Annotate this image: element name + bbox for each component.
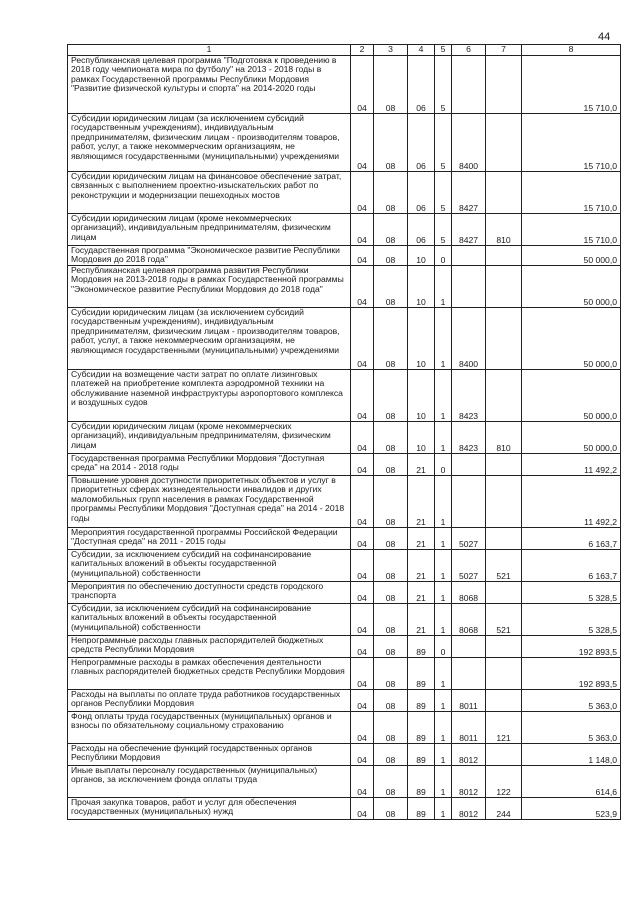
code-subprogram: 1: [435, 370, 452, 422]
code-target: 5027: [452, 550, 486, 582]
code-subsection: 08: [374, 454, 408, 476]
code-subsection: 08: [374, 636, 408, 658]
code-target: [452, 266, 486, 308]
row-description: Субсидии, за исключением субсидий на софинансирование капитальных вложений в объекты государственной (муниципальной) собственности: [68, 550, 351, 582]
code-target: [452, 658, 486, 690]
row-amount: 50 000,0: [522, 308, 621, 370]
code-section: 04: [351, 690, 374, 712]
code-subprogram: 1: [435, 422, 452, 454]
code-expense-type: 521: [486, 604, 522, 636]
row-amount: 15 710,0: [522, 214, 621, 246]
table-row: [68, 528, 621, 550]
code-section: 04: [351, 766, 374, 798]
row-description: Повышение уровня доступности приоритетных объектов и услуг в приоритетных сферах жизнедеятельности инвалидов и других маломобильных групп населения в рамках Государственной программы Республики Мордовия "Доступная среда" на 2014 - 2018 годы: [68, 476, 351, 528]
code-expense-type: 810: [486, 214, 522, 246]
row-description: Республиканская целевая программа развития Республики Мордовия на 2013-2018 годы в рамках Государственной программы "Экономическое развитие Республики Мордовия до 2018 года": [68, 266, 351, 308]
row-amount: 1 148,0: [522, 744, 621, 766]
row-amount: 6 163,7: [522, 550, 621, 582]
code-subprogram: 1: [435, 658, 452, 690]
table-row: [68, 582, 621, 604]
row-description: Непрограммные расходы главных распорядителей бюджетных средств Республики Мордовия: [68, 636, 351, 658]
header-cell: 6: [452, 45, 486, 56]
code-subprogram: 0: [435, 454, 452, 476]
header-cell: 1: [68, 45, 351, 56]
code-section: 04: [351, 422, 374, 454]
code-expense-type: [486, 582, 522, 604]
code-section: 04: [351, 528, 374, 550]
row-amount: 523,9: [522, 798, 621, 820]
row-description: Субсидии юридическим лицам (за исключением субсидий государственным учреждениям), индивидуальным предпринимателям, физическим лицам - производителям товаров, работ, услуг, а также некоммерческим организациям, не являющимся государственными (муниципальными) учреждениями: [68, 308, 351, 370]
code-section: 04: [351, 454, 374, 476]
table-row: [68, 422, 621, 454]
code-subsection: 08: [374, 658, 408, 690]
code-program: 89: [408, 798, 435, 820]
row-description: Субсидии на возмещение части затрат по оплате лизинговых платежей на приобретение комплекта аэродромной техники на обслуживание наземной инфраструктуры аэропортового комплекса и воздушных судов: [68, 370, 351, 422]
row-description: Государственная программа "Экономическое развитие Республики Мордовия до 2018 года": [68, 246, 351, 266]
code-target: 8400: [452, 114, 486, 172]
code-subprogram: 1: [435, 690, 452, 712]
row-amount: 614,6: [522, 766, 621, 798]
budget-table: [67, 44, 621, 820]
code-section: 04: [351, 712, 374, 744]
row-description: Иные выплаты персоналу государственных (муниципальных) органов, за исключением фонда оплаты труда: [68, 766, 351, 798]
code-subprogram: 0: [435, 636, 452, 658]
code-expense-type: [486, 476, 522, 528]
code-section: 04: [351, 798, 374, 820]
row-amount: 5 328,5: [522, 604, 621, 636]
code-target: 8427: [452, 214, 486, 246]
header-cell: 5: [435, 45, 452, 56]
table-row: [68, 798, 621, 820]
code-program: 06: [408, 56, 435, 114]
code-program: 10: [408, 370, 435, 422]
code-target: 8012: [452, 744, 486, 766]
table-row: [68, 744, 621, 766]
code-expense-type: [486, 246, 522, 266]
code-program: 89: [408, 712, 435, 744]
code-expense-type: [486, 690, 522, 712]
row-description: Непрограммные расходы в рамках обеспечения деятельности главных распорядителей бюджетных средств Республики Мордовия: [68, 658, 351, 690]
table-row: [68, 454, 621, 476]
code-target: 8011: [452, 690, 486, 712]
code-target: 5027: [452, 528, 486, 550]
code-program: 21: [408, 476, 435, 528]
row-amount: 5 328,5: [522, 582, 621, 604]
row-description: Расходы на выплаты по оплате труда работников государственных органов Республики Мордовия: [68, 690, 351, 712]
code-section: 04: [351, 636, 374, 658]
code-subsection: 08: [374, 476, 408, 528]
row-description: Субсидии юридическим лицам на финансовое обеспечение затрат, связанных с выполнением проектно-изыскательских работ по реконструкции и модернизации пешеходных мостов: [68, 172, 351, 214]
row-description: Государственная программа Республики Мордовия "Доступная среда" на 2014 - 2018 годы: [68, 454, 351, 476]
table-body: [68, 45, 621, 820]
code-subprogram: 5: [435, 114, 452, 172]
table-row: [68, 766, 621, 798]
code-subprogram: 5: [435, 172, 452, 214]
code-subsection: 08: [374, 528, 408, 550]
code-section: 04: [351, 266, 374, 308]
code-expense-type: [486, 266, 522, 308]
row-description: Субсидии, за исключением субсидий на софинансирование капитальных вложений в объекты государственной (муниципальной) собственности: [68, 604, 351, 636]
code-section: 04: [351, 246, 374, 266]
code-target: [452, 454, 486, 476]
code-program: 89: [408, 636, 435, 658]
code-subprogram: 5: [435, 56, 452, 114]
code-expense-type: [486, 454, 522, 476]
code-program: 10: [408, 422, 435, 454]
row-amount: 50 000,0: [522, 370, 621, 422]
code-target: 8068: [452, 582, 486, 604]
code-program: 10: [408, 266, 435, 308]
code-subsection: 08: [374, 172, 408, 214]
code-section: 04: [351, 214, 374, 246]
code-subsection: 08: [374, 56, 408, 114]
header-cell: 8: [522, 45, 621, 56]
code-program: 89: [408, 744, 435, 766]
row-description: Мероприятия государственной программы Российской Федерации "Доступная среда" на 2011 - 2015 годы: [68, 528, 351, 550]
row-amount: 50 000,0: [522, 422, 621, 454]
code-target: 8011: [452, 712, 486, 744]
code-subprogram: 1: [435, 308, 452, 370]
code-program: 06: [408, 172, 435, 214]
header-cell: 3: [374, 45, 408, 56]
code-expense-type: 122: [486, 766, 522, 798]
code-expense-type: [486, 114, 522, 172]
code-program: 21: [408, 454, 435, 476]
row-amount: 50 000,0: [522, 266, 621, 308]
code-section: 04: [351, 550, 374, 582]
code-expense-type: [486, 636, 522, 658]
table-header-row: [68, 45, 621, 56]
code-subsection: 08: [374, 246, 408, 266]
code-expense-type: [486, 172, 522, 214]
code-section: 04: [351, 476, 374, 528]
row-amount: 15 710,0: [522, 114, 621, 172]
table-row: [68, 370, 621, 422]
code-program: 21: [408, 582, 435, 604]
code-subprogram: 1: [435, 476, 452, 528]
page-number: 44: [598, 31, 611, 43]
code-section: 04: [351, 744, 374, 766]
code-expense-type: [486, 528, 522, 550]
code-subsection: 08: [374, 604, 408, 636]
row-amount: 15 710,0: [522, 56, 621, 114]
header-cell: 4: [408, 45, 435, 56]
code-subprogram: 1: [435, 582, 452, 604]
code-expense-type: [486, 744, 522, 766]
table-row: [68, 56, 621, 114]
code-subprogram: 1: [435, 550, 452, 582]
code-expense-type: 810: [486, 422, 522, 454]
code-target: 8068: [452, 604, 486, 636]
code-target: 8423: [452, 422, 486, 454]
code-program: 21: [408, 550, 435, 582]
code-subprogram: 5: [435, 214, 452, 246]
code-subprogram: 1: [435, 712, 452, 744]
code-target: [452, 56, 486, 114]
code-program: 10: [408, 308, 435, 370]
code-program: 21: [408, 528, 435, 550]
code-subprogram: 1: [435, 604, 452, 636]
code-expense-type: [486, 56, 522, 114]
code-subsection: 08: [374, 798, 408, 820]
row-amount: 5 363,0: [522, 690, 621, 712]
row-description: Фонд оплаты труда государственных (муниципальных) органов и взносы по обязательному социальному страхованию: [68, 712, 351, 744]
code-expense-type: [486, 370, 522, 422]
row-amount: 6 163,7: [522, 528, 621, 550]
code-subsection: 08: [374, 712, 408, 744]
code-subprogram: 1: [435, 528, 452, 550]
row-amount: 192 893,5: [522, 658, 621, 690]
code-section: 04: [351, 370, 374, 422]
table-row: [68, 712, 621, 744]
code-expense-type: [486, 308, 522, 370]
code-subprogram: 1: [435, 266, 452, 308]
row-amount: 11 492,2: [522, 476, 621, 528]
code-section: 04: [351, 604, 374, 636]
code-expense-type: 244: [486, 798, 522, 820]
row-amount: 5 363,0: [522, 712, 621, 744]
code-expense-type: [486, 658, 522, 690]
header-cell: 7: [486, 45, 522, 56]
row-description: Субсидии юридическим лицам (кроме некоммерческих организаций), индивидуальным предпринимателям, физическим лицам: [68, 422, 351, 454]
header-cell: 2: [351, 45, 374, 56]
table-row: [68, 636, 621, 658]
row-amount: 15 710,0: [522, 172, 621, 214]
code-section: 04: [351, 308, 374, 370]
table-row: [68, 604, 621, 636]
code-program: 89: [408, 766, 435, 798]
code-subprogram: 1: [435, 798, 452, 820]
code-program: 89: [408, 690, 435, 712]
code-subsection: 08: [374, 690, 408, 712]
table-row: [68, 658, 621, 690]
row-amount: 11 492,2: [522, 454, 621, 476]
row-description: Субсидии юридическим лицам (за исключением субсидий государственным учреждениям), индивидуальным предпринимателям, физическим лицам - производителям товаров, работ, услуг, а также некоммерческим организациям, не являющимся государственными (муниципальными) учреждениями: [68, 114, 351, 172]
table-row: [68, 114, 621, 172]
code-subsection: 08: [374, 744, 408, 766]
table-row: [68, 246, 621, 266]
code-target: 8012: [452, 766, 486, 798]
code-subprogram: 1: [435, 744, 452, 766]
table-row: [68, 214, 621, 246]
code-section: 04: [351, 172, 374, 214]
table-row: [68, 690, 621, 712]
code-subsection: 08: [374, 266, 408, 308]
code-section: 04: [351, 658, 374, 690]
code-section: 04: [351, 56, 374, 114]
code-subsection: 08: [374, 308, 408, 370]
code-target: 8400: [452, 308, 486, 370]
code-expense-type: 521: [486, 550, 522, 582]
code-target: 8427: [452, 172, 486, 214]
code-expense-type: 121: [486, 712, 522, 744]
code-subsection: 08: [374, 214, 408, 246]
table-row: [68, 308, 621, 370]
code-subprogram: 1: [435, 766, 452, 798]
row-description: Мероприятия по обеспечению доступности средств городского транспорта: [68, 582, 351, 604]
row-description: Республиканская целевая программа "Подготовка к проведению в 2018 году чемпионата мира по футболу" на 2013 - 2018 годы в рамках Государственной программы Республики Мордовия "Развитие физической культуры и спорта" на 2014-2020 годы: [68, 56, 351, 114]
code-target: 8423: [452, 370, 486, 422]
code-program: 06: [408, 114, 435, 172]
code-subsection: 08: [374, 582, 408, 604]
table-row: [68, 172, 621, 214]
row-amount: 50 000,0: [522, 246, 621, 266]
code-section: 04: [351, 114, 374, 172]
row-description: Расходы на обеспечение функций государственных органов Республики Мордовия: [68, 744, 351, 766]
code-subsection: 08: [374, 422, 408, 454]
code-section: 04: [351, 582, 374, 604]
code-program: 10: [408, 246, 435, 266]
code-target: [452, 246, 486, 266]
code-program: 06: [408, 214, 435, 246]
code-subsection: 08: [374, 114, 408, 172]
code-subprogram: 0: [435, 246, 452, 266]
code-target: [452, 636, 486, 658]
row-description: Субсидии юридическим лицам (кроме некоммерческих организаций), индивидуальным предпринимателям, физическим лицам: [68, 214, 351, 246]
code-target: 8012: [452, 798, 486, 820]
table-row: [68, 266, 621, 308]
table-row: [68, 476, 621, 528]
row-description: Прочая закупка товаров, работ и услуг для обеспечения государственных (муниципальных) нужд: [68, 798, 351, 820]
table-row: [68, 550, 621, 582]
code-subsection: 08: [374, 550, 408, 582]
code-subsection: 08: [374, 766, 408, 798]
code-target: [452, 476, 486, 528]
code-program: 89: [408, 658, 435, 690]
code-program: 21: [408, 604, 435, 636]
code-subsection: 08: [374, 370, 408, 422]
row-amount: 192 893,5: [522, 636, 621, 658]
